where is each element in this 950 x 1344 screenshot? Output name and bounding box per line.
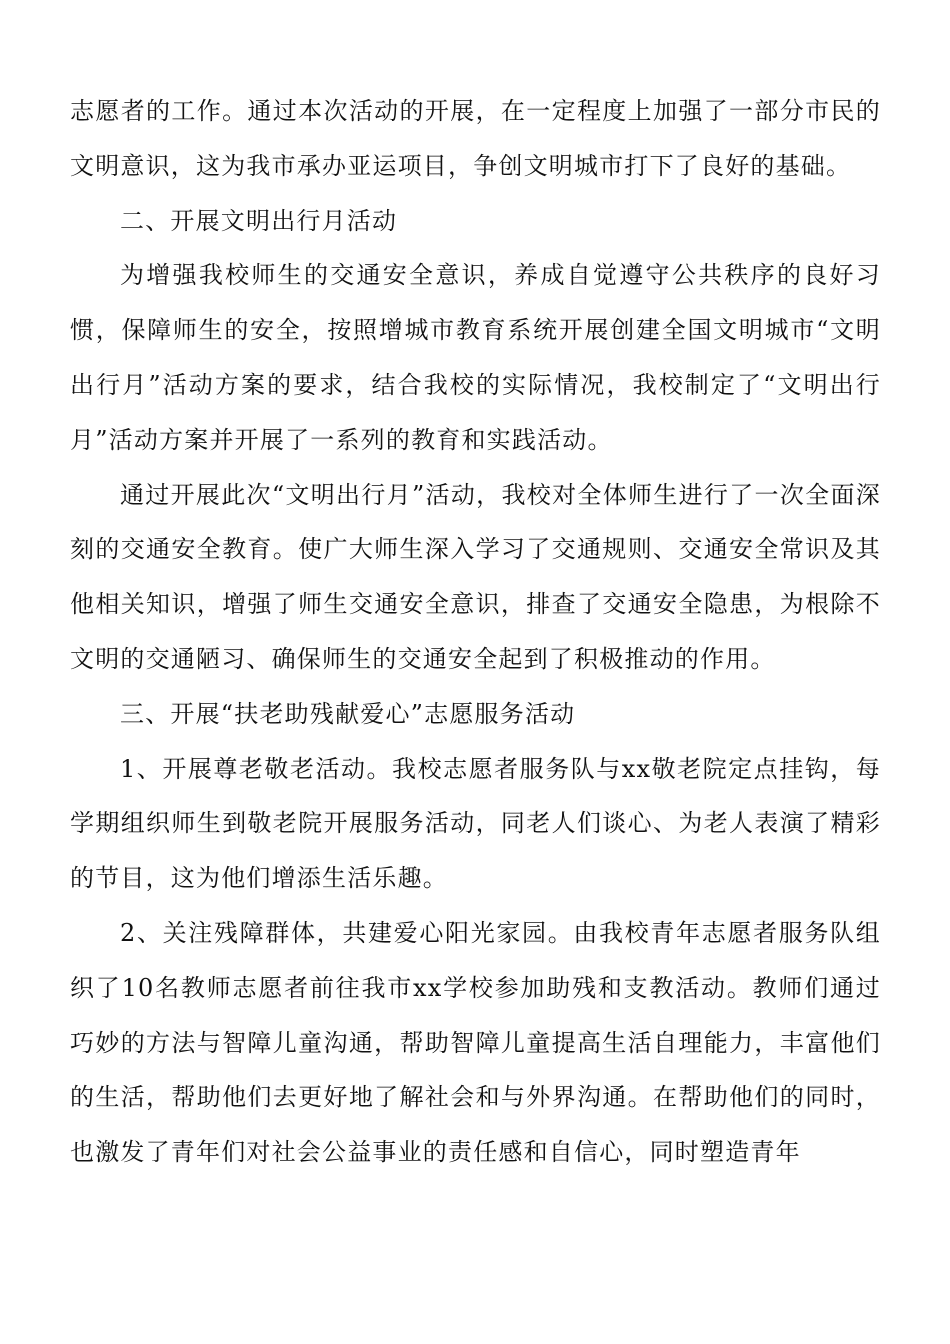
paragraph-respect-elderly: 1、开展尊老敬老活动。我校志愿者服务队与xx敬老院定点挂钩，每学期组织师生到敬老院开展服务活动，同老人们谈心、为老人表演了精彩的节目，这为他们增添生活乐趣。 — [70, 754, 881, 893]
paragraph-disabled-care: 2、关注残障群体，共建爱心阳光家园。由我校青年志愿者服务队组织了10名教师志愿者前往我市xx学校参加助残和支教活动。教师们通过巧妙的方法与智障儿童沟通，帮助智障儿童提高生活自理能力，丰富他们的生活，帮助他们去更好地了解社会和与外界沟通。在帮助他们的同时，也激发了青年们对社会公益事业的责任感和自信心，同时塑造青年 — [70, 918, 881, 1167]
paragraph-travel-month-result: 通过开展此次“文明出行月”活动，我校对全体师生进行了一次全面深刻的交通安全教育。使广大师生深入学习了交通规则、交通安全常识及其他相关知识，增强了师生交通安全意识，排查了交通安全隐患，为根除不文明的交通陋习、确保师生的交通安全起到了积极推动的作用。 — [70, 480, 881, 673]
section-heading-volunteer-service: 三、开展“扶老助残献爱心”志愿服务活动 — [120, 699, 576, 728]
document-page — [70, 84, 881, 1180]
section-heading-civilized-travel: 二、开展文明出行月活动 — [120, 206, 398, 235]
paragraph-continuation: 志愿者的工作。通过本次活动的开展，在一定程度上加强了一部分市民的文明意识，这为我市承办亚运项目，争创文明城市打下了良好的基础。 — [70, 97, 881, 180]
paragraph-travel-month-intro: 为增强我校师生的交通安全意识，养成自觉遵守公共秩序的良好习惯，保障师生的安全，按照增城市教育系统开展创建全国文明城市“文明出行月”活动方案的要求，结合我校的实际情况，我校制定了“文明出行月”活动方案并开展了一系列的教育和实践活动。 — [70, 261, 881, 454]
